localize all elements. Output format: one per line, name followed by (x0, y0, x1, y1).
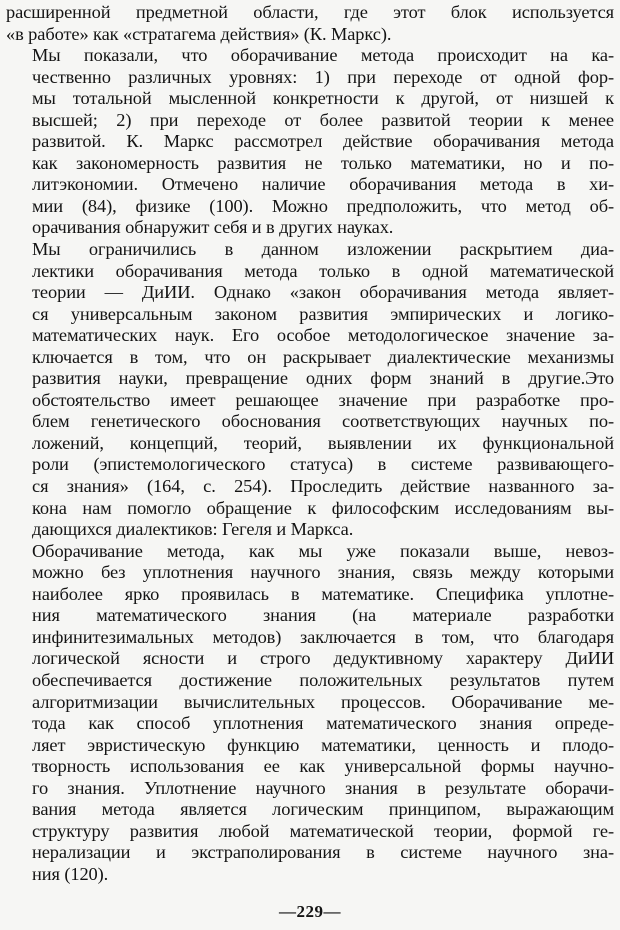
text-line: «в работе» как «стратагема действия» (К. Маркс). (6, 23, 392, 44)
text-line: ляет эвристическую функцию математики, ценность и плодо- (32, 734, 614, 755)
text-line: обстоятельство имеет решающее значение при разработке про- (32, 389, 614, 410)
paragraph-2 (6, 45, 614, 239)
text-line: математических наук. Его особое методологическое значение за- (32, 325, 614, 346)
text-line: роли (эпистемологического статуса) в системе развивающего- (32, 454, 614, 475)
text-line: чественно различных уровнях: 1) при переходе от одной фор- (32, 66, 614, 87)
text-line: инфинитезимальных методов) заключается в том, что благодаря (32, 626, 614, 647)
text-line: Оборачивание метода, как мы уже показали выше, невоз- (32, 540, 614, 561)
text-line: ключается в том, что он раскрывает диалектические механизмы (32, 346, 614, 367)
paragraph-4 (6, 541, 614, 886)
text-line: как закономерность развития не только математики, но и по- (32, 152, 614, 173)
text-line: ся универсальным законом развития эмпирических и логико- (32, 303, 614, 324)
page-number: —229— (279, 902, 341, 921)
text-line: обеспечивается достижение положительных результатов путем (32, 669, 614, 690)
text-line: тода как способ уплотнения математического знания опреде- (32, 713, 614, 734)
text-line: кона нам помогло обращение к философским исследованиям вы- (32, 497, 614, 518)
text-line: развития науки, превращение одних форм знаний в другие.Это (32, 368, 614, 389)
text-line: литэкономии. Отмечено наличие оборачивания метода в хи- (32, 174, 614, 195)
text-line: нерализации и экстраполирования в системе научного зна- (32, 842, 614, 863)
text-line: Мы показали, что оборачивание метода происходит на ка- (32, 45, 614, 66)
body-text (6, 2, 614, 885)
text-line: расширенной предметной области, где этот блок используется (6, 2, 614, 22)
text-line: лектики оборачивания метода только в одной математической (32, 260, 614, 281)
text-line: высшей; 2) при переходе от более развитой теории к менее (32, 109, 614, 130)
text-line: блем генетического обоснования соответствующих научных по- (32, 411, 614, 432)
text-line: ния (120). (32, 863, 109, 884)
text-line: логической ясности и строго дедуктивному характеру ДиИИ (32, 648, 614, 669)
text-line: ложений, концепций, теорий, выявлении их функциональной (32, 432, 614, 453)
text-line: алгоритмизации вычислительных процессов. Оборачивание ме- (32, 691, 614, 712)
paragraph-3 (6, 239, 614, 541)
text-line: орачивания обнаружит себя и в других науках. (32, 217, 394, 238)
text-line: творность использования ее как универсальной формы научно- (32, 756, 614, 777)
text-line: мы тотальной мысленной конкретности к другой, от низшей к (32, 88, 614, 109)
paragraph-1 (6, 2, 614, 45)
text-line: развитой. К. Маркс рассмотрел действие оборачивания метода (32, 131, 614, 152)
text-line: го знания. Уплотнение научного знания в результате оборачи- (32, 777, 614, 798)
text-line: мии (84), физике (100). Можно предположить, что метод об- (32, 195, 614, 216)
text-line: ся знания» (164, с. 254). Проследить действие названного за- (32, 476, 614, 497)
text-line: дающихся диалектиков: Гегеля и Маркса. (32, 519, 354, 540)
text-line: наиболее ярко проявилась в математике. Специфика уплотне- (32, 583, 614, 604)
text-line: ния математического знания (на материале разработки (32, 605, 614, 626)
text-line: можно без уплотнения научного знания, связь между которыми (32, 562, 614, 583)
text-line: Мы ограничились в данном изложении раскрытием диа- (32, 239, 614, 260)
text-line: вания метода является логическим принципом, выражающим (32, 799, 614, 820)
text-line: теории — ДиИИ. Однако «закон оборачивания метода являет- (32, 282, 614, 303)
text-line: структуру развития любой математической теории, формой ге- (32, 820, 614, 841)
